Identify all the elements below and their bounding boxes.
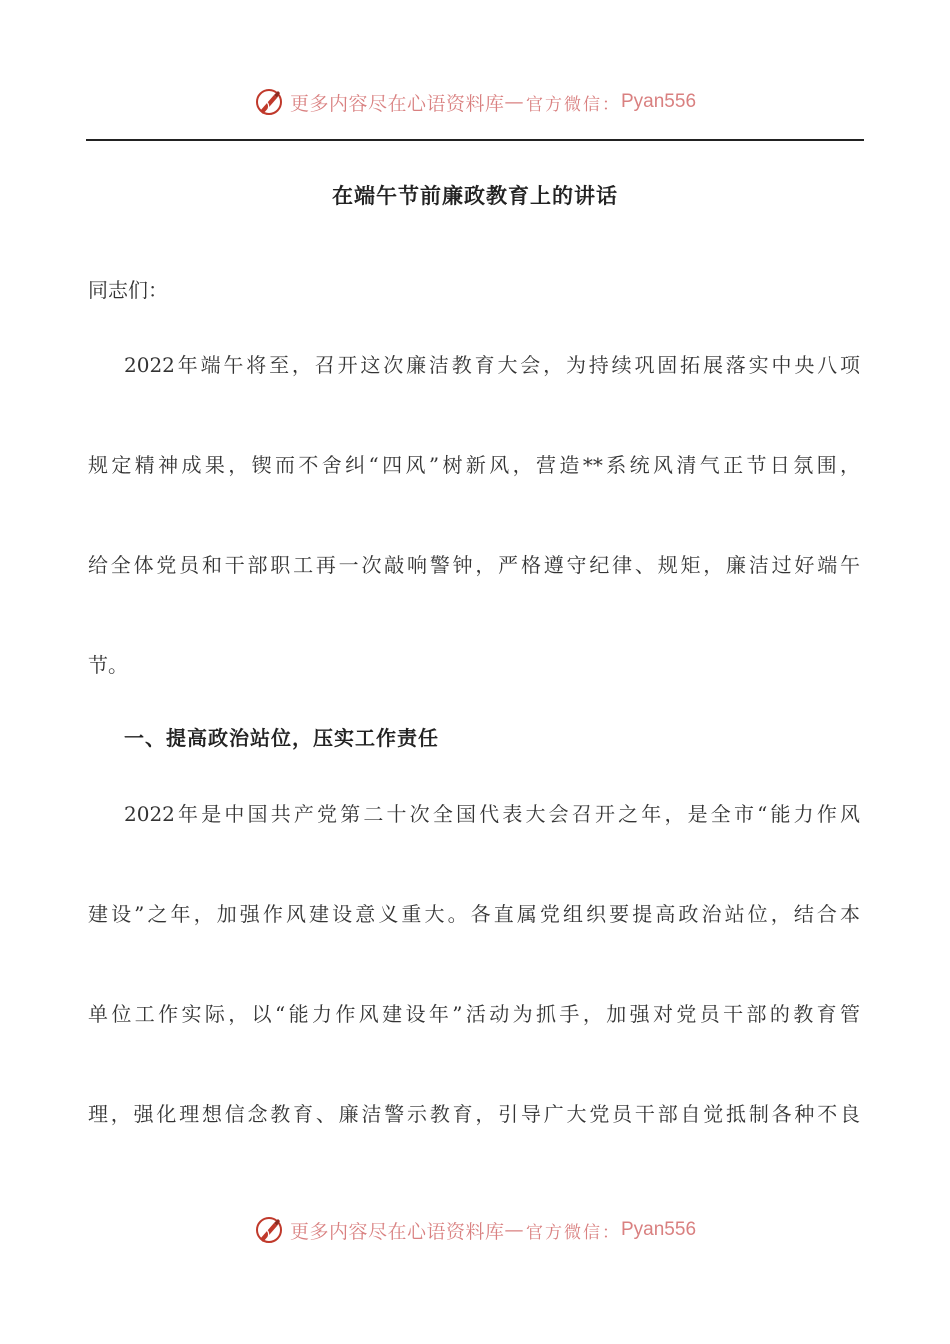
- header-wechat-id: Pyan556: [621, 91, 697, 112]
- header-divider: [86, 139, 864, 141]
- header-wechat-label: 官方微信：: [526, 94, 621, 115]
- header-banner: [0, 82, 950, 122]
- section-1-heading: 一、提高政治站位，压实工作责任: [124, 726, 439, 750]
- paragraph-1-line-2: 规定精神成果，锲而不舍纠“四风”树新风，营造**系统风清气正节日氛围，: [88, 453, 860, 477]
- salutation: 同志们：: [88, 278, 168, 302]
- header-brand-text: 更多内容尽在心语资料库: [289, 92, 505, 115]
- footer-wechat-label: 官方微信：: [526, 1222, 621, 1243]
- paragraph-2-line-1: 2022年是中国共产党第二十次全国代表大会召开之年，是全市“能力作风: [124, 802, 860, 826]
- document-title: 在端午节前廉政教育上的讲话: [332, 184, 618, 208]
- pen-logo-icon: [254, 1215, 284, 1245]
- footer-banner: [0, 1210, 950, 1250]
- paragraph-2-line-3: 单位工作实际，以“能力作风建设年”活动为抓手，加强对党员干部的教育管: [88, 1002, 860, 1026]
- footer-wechat-id: Pyan556: [621, 1219, 697, 1240]
- header-dash: —: [504, 91, 524, 113]
- pen-logo-icon: [254, 87, 284, 117]
- paragraph-2-line-4: 理，强化理想信念教育、廉洁警示教育，引导广大党员干部自觉抵制各种不良: [88, 1102, 860, 1126]
- paragraph-1-line-1: 2022年端午将至，召开这次廉洁教育大会，为持续巩固拓展落实中央八项: [124, 353, 860, 377]
- footer-dash: —: [504, 1219, 524, 1241]
- footer-brand-text: 更多内容尽在心语资料库: [289, 1220, 505, 1243]
- paragraph-1-line-3: 给全体党员和干部职工再一次敲响警钟，严格遵守纪律、规矩，廉洁过好端午: [88, 553, 860, 577]
- paragraph-1-line-4: 节。: [88, 653, 128, 677]
- paragraph-2-line-2: 建设”之年，加强作风建设意义重大。各直属党组织要提高政治站位，结合本: [88, 902, 860, 926]
